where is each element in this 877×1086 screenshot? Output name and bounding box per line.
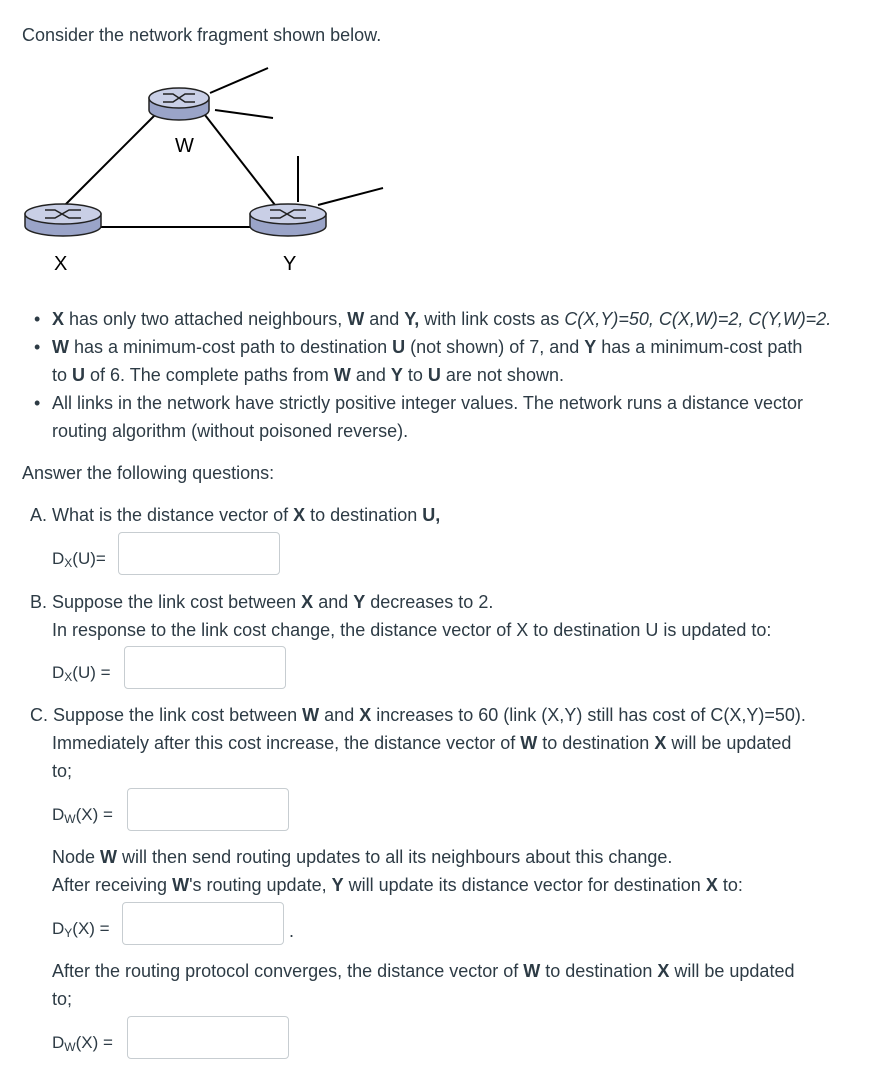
answer-input-c2[interactable] — [122, 902, 284, 945]
link-w-ext2 — [215, 110, 273, 118]
answer-input-a[interactable] — [118, 532, 280, 575]
question-c: C. Suppose the link cost between W and X increases to 60 (link (X,Y) still has cost of C(X,Y)=50). — [30, 705, 806, 725]
router-icon — [250, 204, 326, 236]
answer-input-b[interactable] — [124, 646, 286, 689]
question-b-line2: In response to the link cost change, the distance vector of X to destination U is updated to: — [52, 620, 772, 640]
label-y: Y — [283, 253, 297, 275]
intro-text: Consider the network fragment shown below. — [22, 25, 382, 45]
question-c-line6: After the routing protocol converges, the distance vector of W to destination X will be updated — [52, 961, 795, 981]
question-c-line4: Node W will then send routing updates to all its neighbours about this change. — [52, 847, 673, 867]
qa-field-label: $D_X(U)=$ — [52, 549, 106, 570]
network-figure — [20, 60, 400, 280]
link-y-ext2 — [318, 188, 383, 205]
question-c-line2: Immediately after this cost increase, the distance vector of W to destination X will be updated — [52, 733, 792, 753]
question-c-line7: to; — [52, 989, 73, 1009]
list-item: • X has only two attached neighbours, W and Y, with link costs as C(X,Y)=50, C(X,W)=2, C(Y,W)=2. — [34, 309, 832, 329]
list-item: • W has a minimum-cost path to destination U (not shown) of 7, and Y has a minimum-cost path to U of 6. The complete paths from W and Y to U are not shown. — [34, 337, 803, 385]
period-mark: . — [289, 921, 295, 941]
link-w-y — [205, 115, 275, 205]
answer-input-c1[interactable] — [127, 788, 289, 831]
router-icon — [149, 88, 209, 120]
label-w: W — [175, 135, 194, 157]
question-a: A. What is the distance vector of X to destination U, — [30, 505, 441, 525]
question-c-line3: to; — [52, 761, 73, 781]
qc-field-label-3: $D_W(X)$ = — [52, 1033, 113, 1054]
question-c-line5: After receiving W's routing update, Y will update its distance vector for destination X to: — [52, 875, 743, 895]
link-w-x — [65, 115, 155, 205]
list-item: • All links in the network have strictly positive integer values. The network runs a distance vector routing algorithm (without poisoned reverse). — [34, 393, 804, 441]
question-b: B. Suppose the link cost between X and Y decreases to 2. — [30, 592, 494, 612]
label-x: X — [54, 253, 68, 275]
facts-list — [30, 305, 870, 445]
qb-field-label: $D_X(U)$ = — [52, 663, 111, 684]
qc-field-label-1: $D_W(X)$ = — [52, 805, 113, 826]
router-icon — [25, 204, 101, 236]
answer-input-c3[interactable] — [127, 1016, 289, 1059]
answer-prompt: Answer the following questions: — [22, 463, 275, 483]
link-w-ext1 — [210, 68, 268, 93]
qc-field-label-2: $D_Y(X)$ = — [52, 919, 110, 940]
